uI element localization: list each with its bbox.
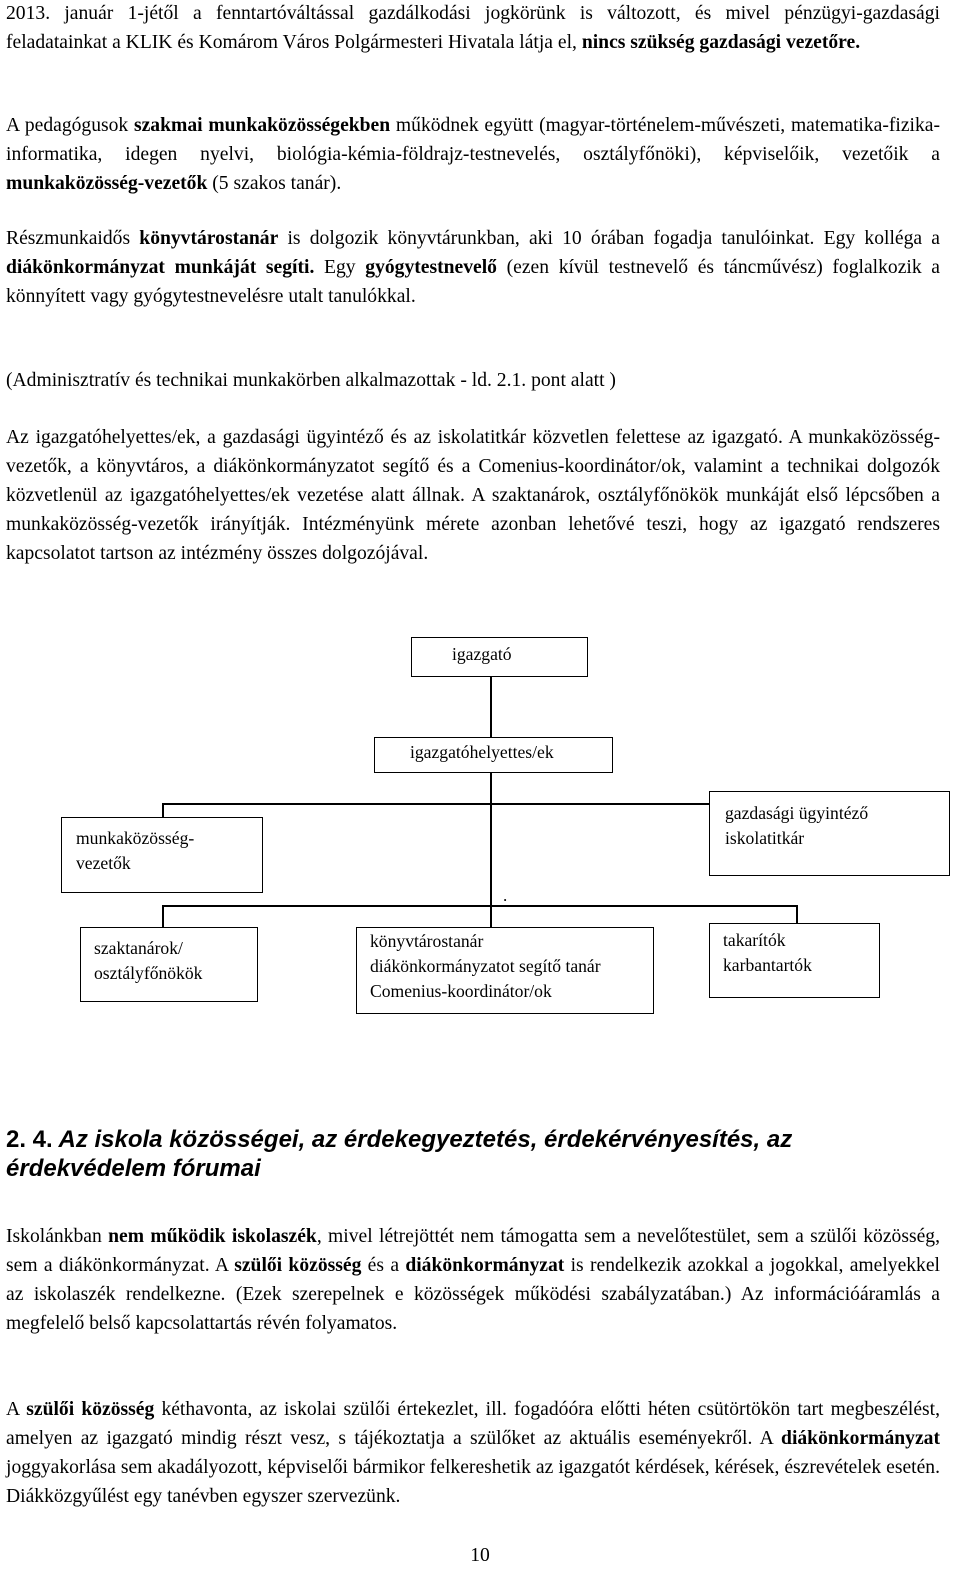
page-number: 10: [470, 1545, 490, 1566]
paragraph-adminisztrativ: [6, 367, 940, 396]
emphasis-text: szülői közösség: [234, 1254, 362, 1276]
org-box-igazgato: [411, 637, 588, 677]
connector-takaritok: [796, 905, 798, 923]
emphasis-text: szakmai munkaközösségekben: [133, 115, 391, 136]
connector-horizontal-lower: [162, 905, 797, 907]
emphasis-text: szülői közösség: [26, 1399, 155, 1420]
org-label: Comenius-koordinátor/ok: [370, 981, 552, 1001]
paragraph-fenntartovaltas: [6, 0, 940, 58]
body-text: is dolgozik könyvtárunkban, aki 10 órában fogadja tanulóinkat. Egy kolléga a: [278, 228, 940, 249]
body-text: A: [6, 1399, 27, 1420]
emphasis-text: munkaközösség-vezetők: [6, 172, 208, 194]
org-label: takarítók: [723, 930, 786, 950]
emphasis-text: diákönkormányzat: [405, 1254, 565, 1276]
body-text: Részmunkaidős: [6, 228, 140, 249]
connector-horizontal-upper: [162, 803, 710, 805]
body-text: Egy: [314, 256, 366, 278]
connector-helyettes-down: [490, 773, 492, 803]
body-text: kéthavonta, az iskolai szülői értekezlet, ill. fogadóóra előtti héten csütörtökön tart megbeszélést, amelyen az igazgató mindig részt vesz, s tájékoztatja a szülőket az aktuális eseményekről. A: [6, 1399, 941, 1449]
body-text: (5 szakos tanár).: [207, 172, 342, 194]
connector-igazgato-helyettes: [490, 677, 492, 737]
emphasis-text: gyógytestnevelő: [365, 256, 497, 278]
paragraph-munkakozossegek: [6, 112, 940, 199]
org-box-konyvtaros: [356, 927, 654, 1014]
org-label: könyvtárostanár: [370, 931, 484, 951]
org-label: osztályfőnökök: [94, 963, 203, 983]
body-text: Az igazgatóhelyettes/ek, a gazdasági ügyintéző és az iskolatitkár közvetlen felettese az igazgató. A munkaközösség-vezetők, a könyvtáros, a diákönkormányzatot segítő és a Comenius-koordinátor/ok, valamint a technikai dolgozók közvetlenül az igazgatóhelyettes/ek vezetése alatt állnak. A szaktanárok, osztályfőnökök munkáját első lépcsőben a munkaközösség-vezetők irányítják. Intézményünk mérete azonban lehetővé teszi, hogy az igazgató rendszeres kapcsolatot tartson az intézmény összes dolgozójával.: [6, 427, 940, 564]
body-text: és a: [361, 1254, 406, 1276]
connector-center-down: [490, 803, 492, 905]
section-title: Az iskola közösségei, az érdekegyeztetés, érdekérvényesítés, az érdekvédelem fórumai: [6, 1126, 793, 1182]
org-box-takaritok: [709, 923, 880, 998]
connector-munkakozosseg: [162, 803, 164, 817]
section-number: 2. 4.: [6, 1126, 53, 1153]
org-box-gazdasagi: [709, 791, 950, 876]
paragraph-konyvtar: [6, 225, 940, 312]
body-text: A pedagógusok: [6, 115, 134, 136]
paragraph-szuloi-kozosseg: [6, 1396, 940, 1512]
org-label: munkaközösség-: [76, 828, 195, 848]
emphasis-text: diákönkormányzat: [781, 1427, 940, 1449]
body-text: működnek együtt (magyar-történelem-művészeti, matematika-fizika-informatika, idegen nyelvi, biológia-kémia-földrajz-testnevelés, osztályfőnöki), képviselőik, vezetőik a: [6, 115, 940, 165]
emphasis-text: könyvtárostanár: [139, 228, 279, 249]
emphasis-text: diákönkormányzat munkáját segíti.: [6, 256, 315, 278]
body-text: (Adminisztratív és technikai munkakörben alkalmazottak - ld. 2.1. pont alatt ): [6, 370, 616, 391]
org-label: szaktanárok/: [94, 938, 183, 958]
stray-dot: .: [503, 886, 508, 905]
paragraph-iskolaszek: [6, 1223, 940, 1339]
org-label: gazdasági ügyintéző: [725, 803, 869, 823]
org-label: vezetők: [76, 853, 131, 873]
org-label: igazgatóhelyettes/ek: [410, 742, 554, 762]
body-text: is rendelkezik azokkal a jogokkal, amelyekkel az iskolaszék rendelkezne. (Ezek szerepelnek e közösségek működési szabályzatában.) Az információáramlás a megfelelő belső kapcsolattartás révén folyamatos.: [6, 1254, 940, 1334]
body-text: joggyakorlása sem akadályozott, képviselői bármikor felkereshetik az igazgatót kérdések, kérések, észrevételek esetén. Diákközgyűlést egy tanévben egyszer szervezünk.: [6, 1456, 940, 1507]
emphasis-text: nincs szükség gazdasági vezetőre.: [581, 31, 861, 53]
body-text: Iskolánkban: [6, 1226, 109, 1247]
org-box-munkakozosseg: [61, 817, 263, 893]
org-label: igazgató: [452, 644, 512, 664]
org-label: karbantartók: [723, 955, 812, 975]
connector-szaktanarok: [162, 905, 164, 927]
org-box-szaktanarok: [80, 927, 258, 1002]
org-label: diákönkormányzatot segítő tanár: [370, 956, 601, 976]
paragraph-felettes: [6, 424, 940, 569]
body-text: (ezen kívül testnevelő és táncművész) foglalkozik a könnyített vagy gyógytestnevelésre utalt tanulókkal.: [6, 256, 940, 307]
body-text: 2013. január 1-jétől a fenntartóváltással gazdálkodási jogkörünk is változott, és mivel pénzügyi-gazdasági feladatainkat a KLIK és Komárom Város Polgármesteri Hivatala látja el,: [6, 3, 940, 53]
emphasis-text: nem működik iskolaszék: [108, 1226, 317, 1247]
body-text: , mivel létrejöttét nem támogatta sem a nevelőtestület, sem a szülői közösség, sem a diákönkormányzat. A: [6, 1226, 940, 1276]
connector-konyvtaros: [490, 905, 492, 927]
org-box-igazgatohelyettes: [374, 737, 613, 773]
section-heading: [6, 1125, 940, 1183]
org-label: iskolatitkár: [725, 828, 805, 848]
